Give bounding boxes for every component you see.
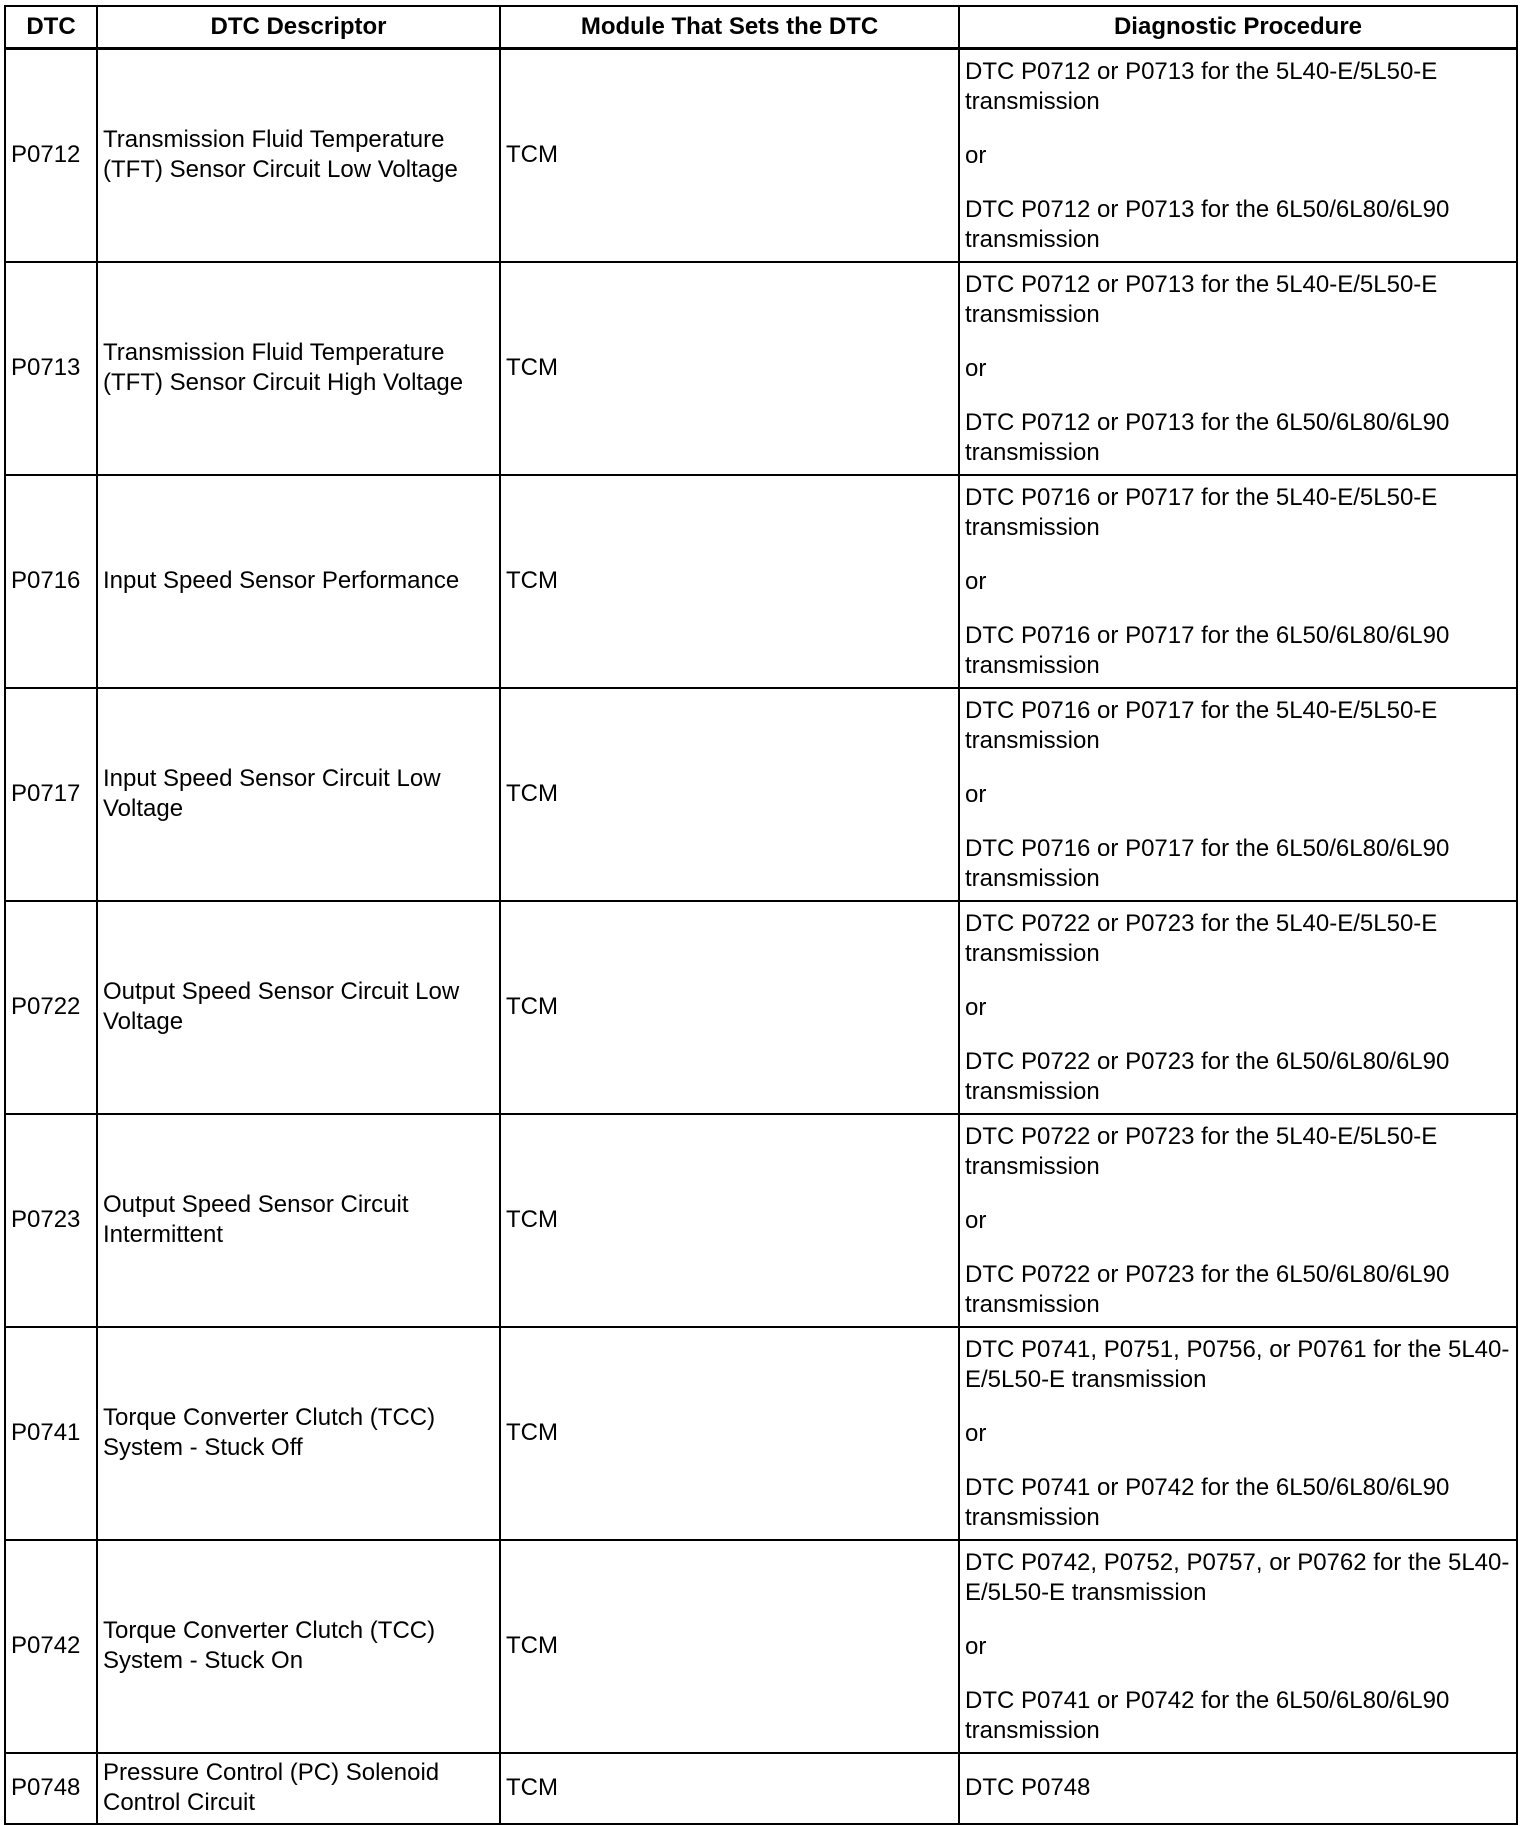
- procedure-link-5l[interactable]: DTC P0722 or P0723 for the 5L40-E/5L50-E transmission: [965, 910, 1438, 967]
- table-row: [5, 688, 1517, 901]
- procedure-link-5l[interactable]: DTC P0716 or P0717 for the 5L40-E/5L50-E transmission: [965, 697, 1438, 754]
- header-dtc: DTC: [5, 6, 97, 49]
- procedure-link-6l[interactable]: DTC P0712 or P0713 for the 6L50/6L80/6L90 transmission: [965, 409, 1450, 466]
- procedure-or: or: [965, 1633, 987, 1660]
- dtc-descriptor: Output Speed Sensor Circuit Intermittent: [97, 1114, 500, 1327]
- header-procedure: Diagnostic Procedure: [959, 6, 1517, 49]
- header-descriptor: DTC Descriptor: [97, 6, 500, 49]
- table-row: [5, 262, 1517, 475]
- table-row: [5, 1753, 1517, 1824]
- procedure-link-5l[interactable]: DTC P0716 or P0717 for the 5L40-E/5L50-E transmission: [965, 484, 1438, 541]
- diagnostic-procedure: [959, 1540, 1517, 1753]
- table-row: [5, 1540, 1517, 1753]
- module-name: TCM: [500, 1114, 959, 1327]
- dtc-code: P0717: [5, 688, 97, 901]
- procedure-or: or: [965, 142, 987, 170]
- dtc-descriptor: Output Speed Sensor Circuit Low Voltage: [97, 901, 500, 1114]
- diagnostic-procedure: [959, 262, 1517, 475]
- header-row: [5, 6, 1517, 49]
- dtc-descriptor: Input Speed Sensor Circuit Low Voltage: [97, 688, 500, 901]
- module-name: TCM: [500, 1753, 959, 1824]
- diagnostic-procedure: [959, 49, 1517, 262]
- module-name: TCM: [500, 688, 959, 901]
- procedure-or: or: [965, 1420, 987, 1447]
- procedure-link-6l[interactable]: DTC P0741 or P0742 for the 6L50/6L80/6L90 transmission: [965, 1474, 1450, 1531]
- table-row: [5, 1114, 1517, 1327]
- dtc-descriptor: Torque Converter Clutch (TCC) System - Stuck On: [97, 1540, 500, 1753]
- procedure-link-5l[interactable]: DTC P0722 or P0723 for the 5L40-E/5L50-E transmission: [965, 1123, 1438, 1180]
- module-name: TCM: [500, 901, 959, 1114]
- procedure-link-5l[interactable]: DTC P0741, P0751, P0756, or P0761 for the 5L40-E/5L50-E transmission: [965, 1336, 1510, 1393]
- dtc-code: P0723: [5, 1114, 97, 1327]
- procedure-or: or: [965, 781, 987, 808]
- procedure-or: or: [965, 568, 987, 595]
- procedure-link-6l[interactable]: DTC P0722 or P0723 for the 6L50/6L80/6L90 transmission: [965, 1261, 1450, 1318]
- dtc-code: P0712: [5, 49, 97, 262]
- dtc-code: P0741: [5, 1327, 97, 1540]
- procedure-or: or: [965, 1207, 987, 1234]
- header-module: Module That Sets the DTC: [500, 6, 959, 49]
- dtc-descriptor: Torque Converter Clutch (TCC) System - Stuck Off: [97, 1327, 500, 1540]
- procedure-link-5l[interactable]: DTC P0712 or P0713 for the 5L40-E/5L50-E transmission: [965, 58, 1438, 116]
- dtc-descriptor: Transmission Fluid Temperature (TFT) Sensor Circuit Low Voltage: [97, 49, 500, 262]
- procedure-or: or: [965, 355, 987, 382]
- dtc-code: P0748: [5, 1753, 97, 1824]
- dtc-code: P0742: [5, 1540, 97, 1753]
- procedure-link-5l[interactable]: DTC P0712 or P0713 for the 5L40-E/5L50-E transmission: [965, 271, 1438, 328]
- dtc-code: P0713: [5, 262, 97, 475]
- module-name: TCM: [500, 1327, 959, 1540]
- diagnostic-procedure: [959, 475, 1517, 688]
- procedure-link-6l[interactable]: DTC P0712 or P0713 for the 6L50/6L80/6L90 transmission: [965, 196, 1450, 254]
- table-row: [5, 901, 1517, 1114]
- dtc-code: P0722: [5, 901, 97, 1114]
- dtc-code: P0716: [5, 475, 97, 688]
- module-name: TCM: [500, 475, 959, 688]
- procedure-link-6l[interactable]: DTC P0722 or P0723 for the 6L50/6L80/6L90 transmission: [965, 1048, 1450, 1105]
- table-row: [5, 49, 1517, 262]
- dtc-descriptor: Transmission Fluid Temperature (TFT) Sensor Circuit High Voltage: [97, 262, 500, 475]
- diagnostic-procedure: [959, 1114, 1517, 1327]
- table-row: [5, 1327, 1517, 1540]
- diagnostic-procedure: [959, 1327, 1517, 1540]
- module-name: TCM: [500, 1540, 959, 1753]
- procedure-link-5l[interactable]: DTC P0742, P0752, P0757, or P0762 for the 5L40-E/5L50-E transmission: [965, 1549, 1510, 1606]
- diagnostic-procedure: [959, 901, 1517, 1114]
- procedure-link[interactable]: DTC P0748: [965, 1774, 1091, 1801]
- dtc-descriptor: Pressure Control (PC) Solenoid Control Circuit: [97, 1753, 500, 1824]
- module-name: TCM: [500, 49, 959, 262]
- table-row: [5, 475, 1517, 688]
- procedure-link-6l[interactable]: DTC P0716 or P0717 for the 6L50/6L80/6L90 transmission: [965, 835, 1450, 892]
- dtc-table: [4, 5, 1518, 1825]
- procedure-or: or: [965, 994, 987, 1021]
- procedure-link-6l[interactable]: DTC P0716 or P0717 for the 6L50/6L80/6L90 transmission: [965, 622, 1450, 679]
- procedure-link-6l[interactable]: DTC P0741 or P0742 for the 6L50/6L80/6L90 transmission: [965, 1687, 1450, 1744]
- dtc-descriptor: Input Speed Sensor Performance: [97, 475, 500, 688]
- module-name: TCM: [500, 262, 959, 475]
- diagnostic-procedure: [959, 688, 1517, 901]
- diagnostic-procedure: [959, 1753, 1517, 1824]
